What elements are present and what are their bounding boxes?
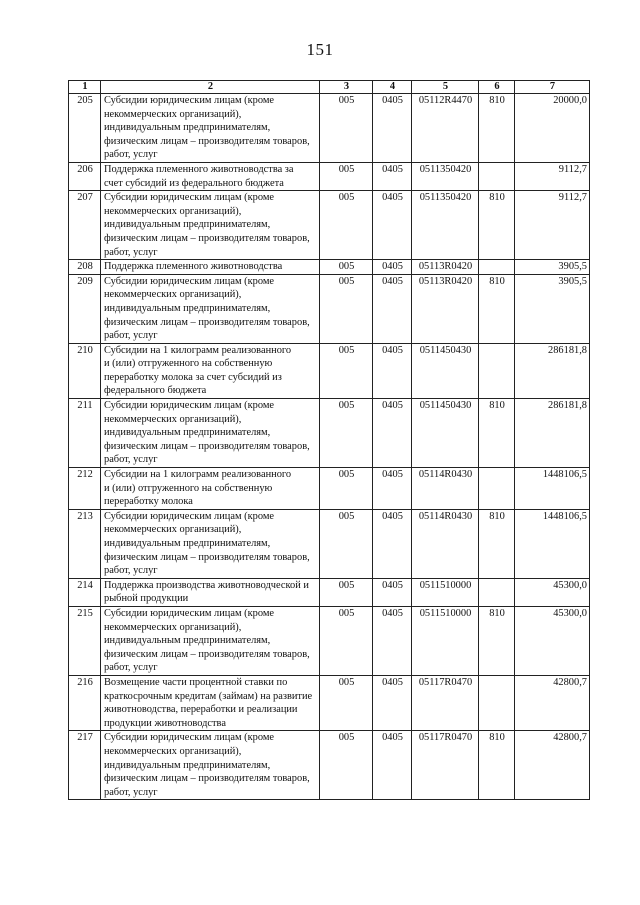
row-name-line: физическим лицам – производителям товаров, [104, 440, 310, 452]
budget-table [68, 80, 590, 800]
row-name-line: индивидуальным предпринимателям, [104, 302, 271, 314]
row-expense-type [479, 162, 515, 190]
row-name-line: счет субсидий из федерального бюджета [104, 177, 284, 189]
row-name-line: Субсидии юридическим лицам (кроме [104, 192, 275, 204]
row-name-cell [101, 606, 320, 675]
row-expense-type [479, 343, 515, 398]
row-name-line: работ, услуг [104, 786, 158, 798]
row-amount: 3905,5 [515, 260, 590, 275]
header-col-6: 6 [479, 81, 515, 94]
row-name-line: рыбной продукции [104, 593, 189, 605]
row-name-line: индивидуальным предпринимателям, [104, 219, 271, 231]
row-name-cell [101, 578, 320, 606]
table-row [69, 399, 590, 468]
row-name-line: некоммерческих организаций), [104, 413, 242, 425]
row-expense-type: 810 [479, 94, 515, 163]
row-name-line: физическим лицам – производителям товаров, [104, 551, 310, 563]
table-row [69, 343, 590, 398]
page-number: 151 [306, 40, 334, 59]
row-section-code: 0405 [373, 468, 412, 510]
header-col-7: 7 [515, 81, 590, 94]
row-number-cell: 212 [69, 468, 101, 510]
table-row [69, 509, 590, 578]
row-target-code: 05113R0420 [412, 260, 479, 275]
row-expense-type [479, 260, 515, 275]
row-amount: 9112,7 [515, 162, 590, 190]
row-section-code: 0405 [373, 94, 412, 163]
row-number-cell: 206 [69, 162, 101, 190]
row-target-code: 05112R4470 [412, 94, 479, 163]
row-section-code: 0405 [373, 274, 412, 343]
row-expense-type [479, 468, 515, 510]
row-ministry-code: 005 [320, 274, 373, 343]
row-name-line: Субсидии юридическим лицам (кроме [104, 400, 275, 412]
table-row [69, 578, 590, 606]
row-name-line: и (или) отгруженного на собственную [104, 358, 273, 370]
row-target-code: 0511450430 [412, 399, 479, 468]
row-name-line: некоммерческих организаций), [104, 621, 242, 633]
row-name-line: индивидуальным предпринимателям, [104, 427, 271, 439]
row-name-line: переработку молока [104, 496, 193, 508]
row-ministry-code: 005 [320, 399, 373, 468]
row-name-line: индивидуальным предпринимателям, [104, 635, 271, 647]
row-target-code: 05113R0420 [412, 274, 479, 343]
row-name-cell [101, 94, 320, 163]
row-ministry-code: 005 [320, 468, 373, 510]
row-number-cell: 205 [69, 94, 101, 163]
row-number-cell: 211 [69, 399, 101, 468]
table-row [69, 191, 590, 260]
budget-table-body [69, 94, 590, 800]
row-name-line: Возмещение части процентной ставки по [104, 676, 288, 688]
row-ministry-code: 005 [320, 343, 373, 398]
header-col-2: 2 [101, 81, 320, 94]
row-name-line: работ, услуг [104, 662, 158, 674]
table-row [69, 468, 590, 510]
table-row [69, 731, 590, 800]
row-name-line: продукции животноводства [104, 717, 226, 729]
row-section-code: 0405 [373, 191, 412, 260]
row-target-code: 05114R0430 [412, 509, 479, 578]
row-name-line: некоммерческих организаций), [104, 745, 242, 757]
row-section-code: 0405 [373, 399, 412, 468]
table-row [69, 675, 590, 730]
row-name-cell [101, 731, 320, 800]
row-target-code: 0511510000 [412, 578, 479, 606]
row-name-line: физическим лицам – производителям товаров, [104, 773, 310, 785]
row-section-code: 0405 [373, 343, 412, 398]
row-target-code: 05117R0470 [412, 675, 479, 730]
row-expense-type: 810 [479, 606, 515, 675]
row-expense-type: 810 [479, 509, 515, 578]
row-ministry-code: 005 [320, 578, 373, 606]
row-name-line: Субсидии юридическим лицам (кроме [104, 510, 275, 522]
header-row [69, 81, 590, 94]
row-ministry-code: 005 [320, 191, 373, 260]
row-expense-type [479, 675, 515, 730]
row-name-line: Поддержка производства животноводческой и [104, 579, 309, 591]
header-col-5: 5 [412, 81, 479, 94]
row-number-cell: 209 [69, 274, 101, 343]
row-name-line: работ, услуг [104, 149, 158, 161]
row-ministry-code: 005 [320, 731, 373, 800]
row-amount: 1448106,5 [515, 509, 590, 578]
row-name-line: Субсидии юридическим лицам (кроме [104, 95, 275, 106]
row-name-line: физическим лицам – производителям товаров, [104, 232, 310, 244]
row-section-code: 0405 [373, 578, 412, 606]
row-name-line: животноводства, переработки и реализации [104, 704, 298, 716]
table-row [69, 162, 590, 190]
row-name-cell [101, 260, 320, 275]
row-expense-type [479, 578, 515, 606]
row-target-code: 0511510000 [412, 606, 479, 675]
table-row [69, 274, 590, 343]
row-number-cell: 213 [69, 509, 101, 578]
row-name-cell [101, 162, 320, 190]
row-target-code: 0511350420 [412, 191, 479, 260]
table-row [69, 606, 590, 675]
row-name-line: физическим лицам – производителям товаров, [104, 316, 310, 328]
row-number-cell: 214 [69, 578, 101, 606]
row-name-line: некоммерческих организаций), [104, 524, 242, 536]
row-name-line: Поддержка племенного животноводства за [104, 163, 294, 175]
row-number-cell: 217 [69, 731, 101, 800]
row-amount: 1448106,5 [515, 468, 590, 510]
row-name-line: Субсидии на 1 килограмм реализованного [104, 469, 292, 481]
row-expense-type: 810 [479, 731, 515, 800]
header-col-4: 4 [373, 81, 412, 94]
row-expense-type: 810 [479, 191, 515, 260]
row-amount: 45300,0 [515, 606, 590, 675]
row-target-code: 05114R0430 [412, 468, 479, 510]
row-section-code: 0405 [373, 162, 412, 190]
row-amount: 286181,8 [515, 399, 590, 468]
row-section-code: 0405 [373, 260, 412, 275]
row-ministry-code: 005 [320, 260, 373, 275]
row-number-cell: 210 [69, 343, 101, 398]
row-target-code: 05117R0470 [412, 731, 479, 800]
row-amount: 42800,7 [515, 675, 590, 730]
row-expense-type: 810 [479, 274, 515, 343]
row-name-line: и (или) отгруженного на собственную [104, 482, 273, 494]
row-name-cell [101, 191, 320, 260]
row-amount: 45300,0 [515, 578, 590, 606]
row-name-line: Субсидии на 1 килограмм реализованного [104, 344, 292, 356]
row-section-code: 0405 [373, 606, 412, 675]
header-col-1: 1 [69, 81, 101, 94]
row-name-line: некоммерческих организаций), [104, 289, 242, 301]
row-ministry-code: 005 [320, 509, 373, 578]
row-name-cell [101, 509, 320, 578]
row-expense-type: 810 [479, 399, 515, 468]
row-ministry-code: 005 [320, 94, 373, 163]
table-row [69, 260, 590, 275]
row-amount: 20000,0 [515, 94, 590, 163]
row-name-line: федерального бюджета [104, 385, 207, 397]
row-name-line: индивидуальным предпринимателям, [104, 538, 271, 549]
row-name-line: физическим лицам – производителям товаров, [104, 648, 310, 660]
row-number-cell: 215 [69, 606, 101, 675]
row-number-cell: 216 [69, 675, 101, 730]
row-name-cell [101, 468, 320, 510]
row-amount: 3905,5 [515, 274, 590, 343]
row-section-code: 0405 [373, 509, 412, 578]
row-name-line: некоммерческих организаций), [104, 108, 242, 120]
row-ministry-code: 005 [320, 606, 373, 675]
row-name-cell [101, 399, 320, 468]
row-section-code: 0405 [373, 675, 412, 730]
row-target-code: 0511450430 [412, 343, 479, 398]
row-name-line: работ, услуг [104, 454, 158, 466]
row-target-code: 0511350420 [412, 162, 479, 190]
row-name-line: переработку молока за счет субсидий из [104, 371, 282, 383]
row-ministry-code: 005 [320, 675, 373, 730]
row-name-line: Субсидии юридическим лицам (кроме [104, 732, 275, 744]
row-name-line: Субсидии юридическим лицам (кроме [104, 607, 275, 619]
row-amount: 9112,7 [515, 191, 590, 260]
row-name-line: Субсидии юридическим лицам (кроме [104, 275, 275, 287]
row-number-cell: 207 [69, 191, 101, 260]
row-ministry-code: 005 [320, 162, 373, 190]
row-name-line: работ, услуг [104, 246, 158, 258]
row-name-line: краткосрочным кредитам (займам) на развитие [104, 690, 313, 702]
row-name-cell [101, 675, 320, 730]
row-name-cell [101, 343, 320, 398]
row-name-line: индивидуальным предпринимателям, [104, 122, 271, 134]
row-name-line: некоммерческих организаций), [104, 205, 242, 217]
row-name-line: Поддержка племенного животноводства [104, 261, 283, 273]
row-name-line: работ, услуг [104, 565, 158, 577]
header-col-3: 3 [320, 81, 373, 94]
table-row [69, 94, 590, 163]
row-name-cell [101, 274, 320, 343]
row-amount: 42800,7 [515, 731, 590, 800]
row-name-line: работ, услуг [104, 330, 158, 342]
row-name-line: физическим лицам – производителям товаров, [104, 135, 310, 147]
row-name-line: индивидуальным предпринимателям, [104, 759, 271, 771]
row-section-code: 0405 [373, 731, 412, 800]
row-number-cell: 208 [69, 260, 101, 275]
row-amount: 286181,8 [515, 343, 590, 398]
